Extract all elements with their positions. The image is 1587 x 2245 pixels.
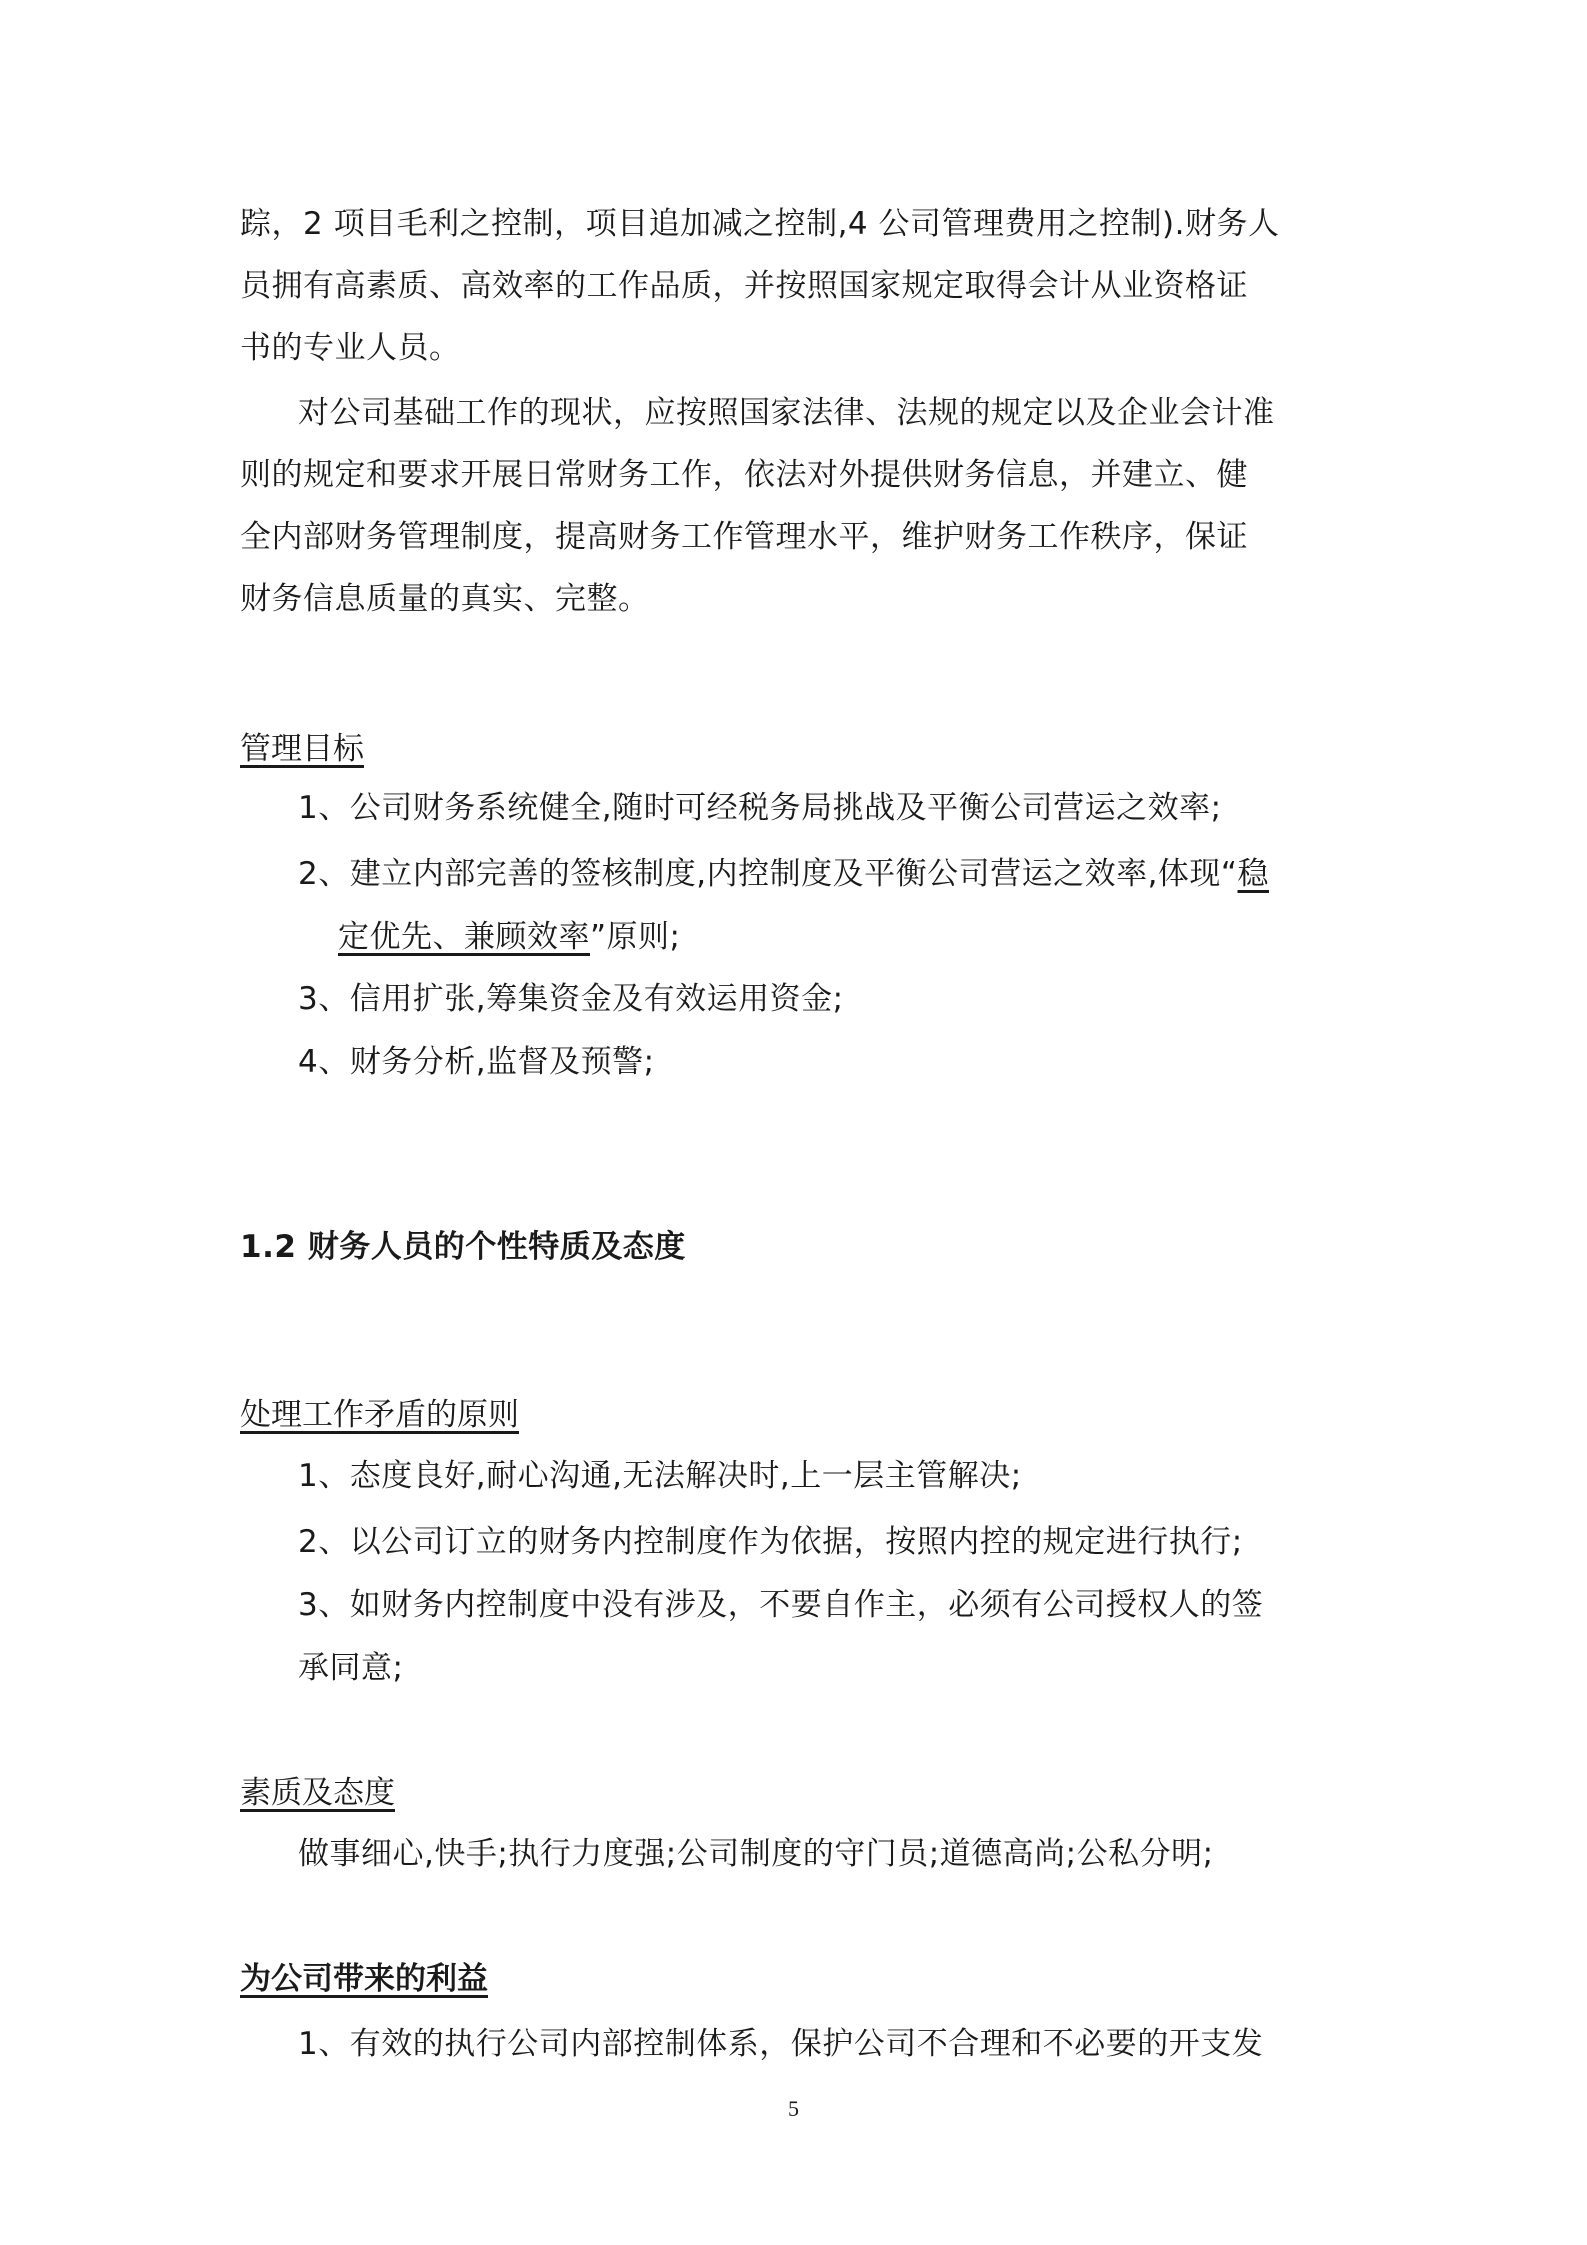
list-item: 1、有效的执行公司内部控制体系，保护公司不合理和不必要的开支发 <box>298 2026 1264 2062</box>
underlined-text: 稳 <box>1237 856 1269 892</box>
list-item-text: ”原则; <box>590 919 681 955</box>
page-number: 5 <box>788 2096 799 2121</box>
list-item: 1、公司财务系统健全,随时可经税务局挑战及平衡公司营运之效率; <box>298 790 1222 826</box>
section-heading-benefits: 为公司带来的利益 <box>240 1961 488 1997</box>
paragraph-line: 做事细心,快手;执行力度强;公司制度的守门员;道德高尚;公私分明; <box>298 1836 1214 1872</box>
paragraph-line: 对公司基础工作的现状，应按照国家法律、法规的规定以及企业会计准 <box>298 395 1275 431</box>
section-heading-management-goals: 管理目标 <box>240 731 364 767</box>
list-item-continuation: 承同意; <box>298 1650 404 1686</box>
list-item <box>298 853 1269 895</box>
list-item: 2、以公司订立的财务内控制度作为依据，按照内控的规定进行执行; <box>298 1524 1243 1560</box>
list-item: 4、财务分析,监督及预警; <box>298 1044 655 1080</box>
list-item: 1、态度良好,耐心沟通,无法解决时,上一层主管解决; <box>298 1458 1022 1494</box>
paragraph-line: 书的专业人员。 <box>240 330 461 366</box>
paragraph-line: 财务信息质量的真实、完整。 <box>240 581 650 617</box>
section-title: 1.2 财务人员的个性特质及态度 <box>240 1229 686 1265</box>
paragraph-line: 则的规定和要求开展日常财务工作，依法对外提供财务信息，并建立、健 <box>240 457 1248 493</box>
list-item: 3、如财务内控制度中没有涉及，不要自作主，必须有公司授权人的签 <box>298 1587 1264 1623</box>
paragraph-line: 员拥有高素质、高效率的工作品质，并按照国家规定取得会计从业资格证 <box>240 268 1248 304</box>
list-item-continuation <box>338 916 681 958</box>
list-item-text: 2、建立内部完善的签核制度,内控制度及平衡公司营运之效率,体现“ <box>298 856 1238 892</box>
paragraph-line: 踪，2 项目毛利之控制，项目追加减之控制,4 公司管理费用之控制).财务人 <box>240 206 1280 242</box>
paragraph-line: 全内部财务管理制度，提高财务工作管理水平，维护财务工作秩序，保证 <box>240 519 1248 555</box>
section-heading-conflict-principles: 处理工作矛盾的原则 <box>240 1397 519 1433</box>
underlined-text: 定优先、兼顾效率 <box>338 919 590 955</box>
list-item: 3、信用扩张,筹集资金及有效运用资金; <box>298 981 844 1017</box>
section-heading-quality-attitude: 素质及态度 <box>240 1775 395 1811</box>
